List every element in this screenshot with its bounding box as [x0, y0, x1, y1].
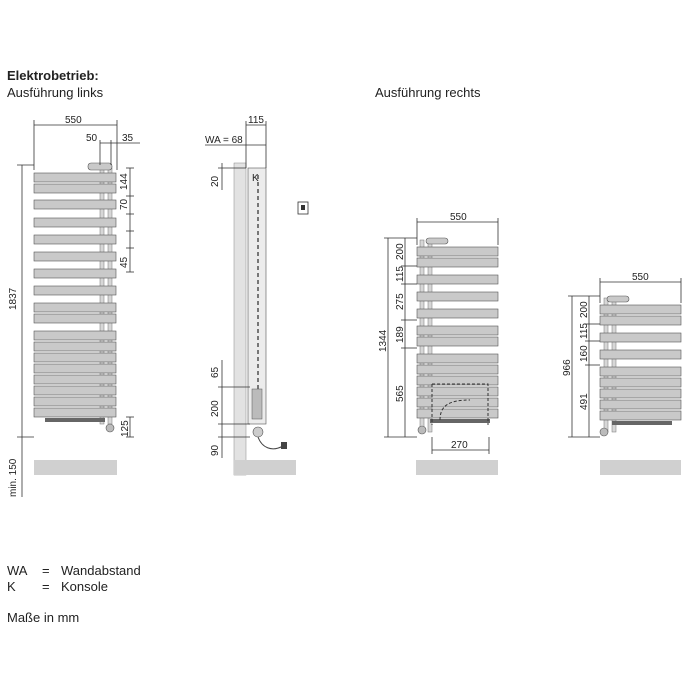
radiator-bar: [600, 305, 681, 314]
legend-wa-abbr: WA: [7, 563, 28, 578]
bottom-fitting: [612, 421, 672, 425]
radiator-bar: [34, 314, 116, 323]
dim-total-height: 966: [562, 359, 573, 376]
dim-200: 200: [210, 400, 221, 417]
legend-k-eq: =: [42, 579, 50, 594]
radiator-bar: [34, 184, 116, 193]
legend-wa-eq: =: [42, 563, 50, 578]
radiator-bar: [34, 397, 116, 406]
dim-offset-a: 50: [86, 133, 98, 144]
right-front-view-large: [378, 212, 498, 475]
dim-bottom: 125: [120, 420, 131, 437]
radiator-bar: [34, 408, 116, 417]
radiator-bar: [34, 252, 116, 261]
socket-icon: [298, 202, 308, 214]
radiator-bar: [417, 354, 498, 363]
section-title: Elektrobetrieb:: [7, 68, 99, 83]
dim-d3: 275: [395, 293, 406, 310]
radiator-bar: [417, 337, 498, 346]
radiator-bar: [417, 409, 498, 418]
dim-total-height: 1837: [8, 287, 19, 310]
dim-d1: 200: [395, 243, 406, 260]
radiator-bar: [600, 400, 681, 409]
units-note: Maße in mm: [7, 610, 80, 625]
dim-90: 90: [210, 444, 221, 456]
radiator-bar: [34, 375, 116, 384]
radiator-bar: [34, 286, 116, 295]
dim-bottom-width: 270: [451, 440, 468, 451]
dim-65: 65: [210, 366, 221, 378]
heating-rod: [252, 389, 262, 419]
dim-d2: 115: [395, 266, 406, 282]
radiator-bar: [34, 173, 116, 182]
radiator-bar: [34, 386, 116, 395]
dim-width: 550: [450, 212, 467, 223]
dim-width: 550: [65, 115, 82, 126]
radiator-bar: [600, 389, 681, 398]
heating-element: [426, 238, 448, 244]
floor-right-small: [600, 460, 681, 475]
radiator-bar: [600, 333, 681, 342]
dim-d1: 200: [579, 301, 590, 318]
dim-top-offset: 20: [210, 175, 221, 187]
radiator-bar: [34, 303, 116, 312]
dim-d4: 189: [395, 326, 406, 343]
valve: [106, 424, 114, 432]
power-cable: [258, 437, 283, 449]
dim-depth: 115: [248, 115, 264, 126]
radiator-bar: [34, 364, 116, 373]
radiator-bar: [600, 378, 681, 387]
bottom-fitting: [45, 418, 105, 422]
legend-k-text: Konsole: [61, 579, 108, 594]
radiator-bar: [417, 275, 498, 284]
dim-total-height: 1344: [378, 329, 389, 352]
dim-width: 550: [632, 272, 649, 283]
radiator-bar: [600, 316, 681, 325]
dim-spacing-2: 70: [119, 198, 130, 210]
radiator-bar: [417, 309, 498, 318]
right-variant-heading: Ausführung rechts: [375, 85, 481, 100]
radiator-bar: [34, 218, 116, 227]
console-label: K: [252, 173, 259, 184]
floor-left: [34, 460, 117, 475]
dim-d5: 565: [395, 385, 406, 402]
legend-k-abbr: K: [7, 579, 16, 594]
radiator-bar: [34, 235, 116, 244]
dim-spacing-1: 144: [119, 173, 130, 190]
radiator-bar: [417, 258, 498, 267]
radiator-bar: [34, 331, 116, 340]
dim-d3: 160: [579, 345, 590, 362]
radiator-bar: [417, 398, 498, 407]
plug-icon: [281, 442, 287, 449]
radiator-bar: [417, 326, 498, 335]
dim-floor-clearance: min. 150: [8, 458, 19, 497]
left-front-view: [8, 115, 140, 497]
right-front-view-small: [562, 272, 681, 475]
radiator-bar: [417, 365, 498, 374]
radiator-bar: [34, 342, 116, 351]
radiator-bar: [600, 411, 681, 420]
wall: [234, 163, 246, 475]
dim-wall-distance: WA = 68: [205, 135, 243, 146]
valve: [600, 428, 608, 436]
heating-element: [607, 296, 629, 302]
dim-d4: 491: [579, 393, 590, 410]
radiator-bar: [34, 353, 116, 362]
side-view: [205, 115, 296, 475]
radiator-bar: [600, 367, 681, 376]
radiator-bar: [417, 247, 498, 256]
left-variant-heading: Ausführung links: [7, 85, 104, 100]
legend-wa-text: Wandabstand: [61, 563, 141, 578]
radiator-bar: [34, 269, 116, 278]
radiator-bar: [417, 292, 498, 301]
valve: [418, 426, 426, 434]
dim-offset-b: 35: [122, 133, 134, 144]
bottom-fitting: [430, 419, 490, 423]
dim-spacing-3: 45: [119, 256, 130, 268]
floor-right-large: [416, 460, 498, 475]
dim-d2: 115: [579, 323, 590, 339]
radiator-bar: [417, 387, 498, 396]
radiator-bar: [600, 350, 681, 359]
floor-side: [234, 460, 296, 475]
control-unit: [253, 427, 263, 437]
radiator-bar: [34, 200, 116, 209]
